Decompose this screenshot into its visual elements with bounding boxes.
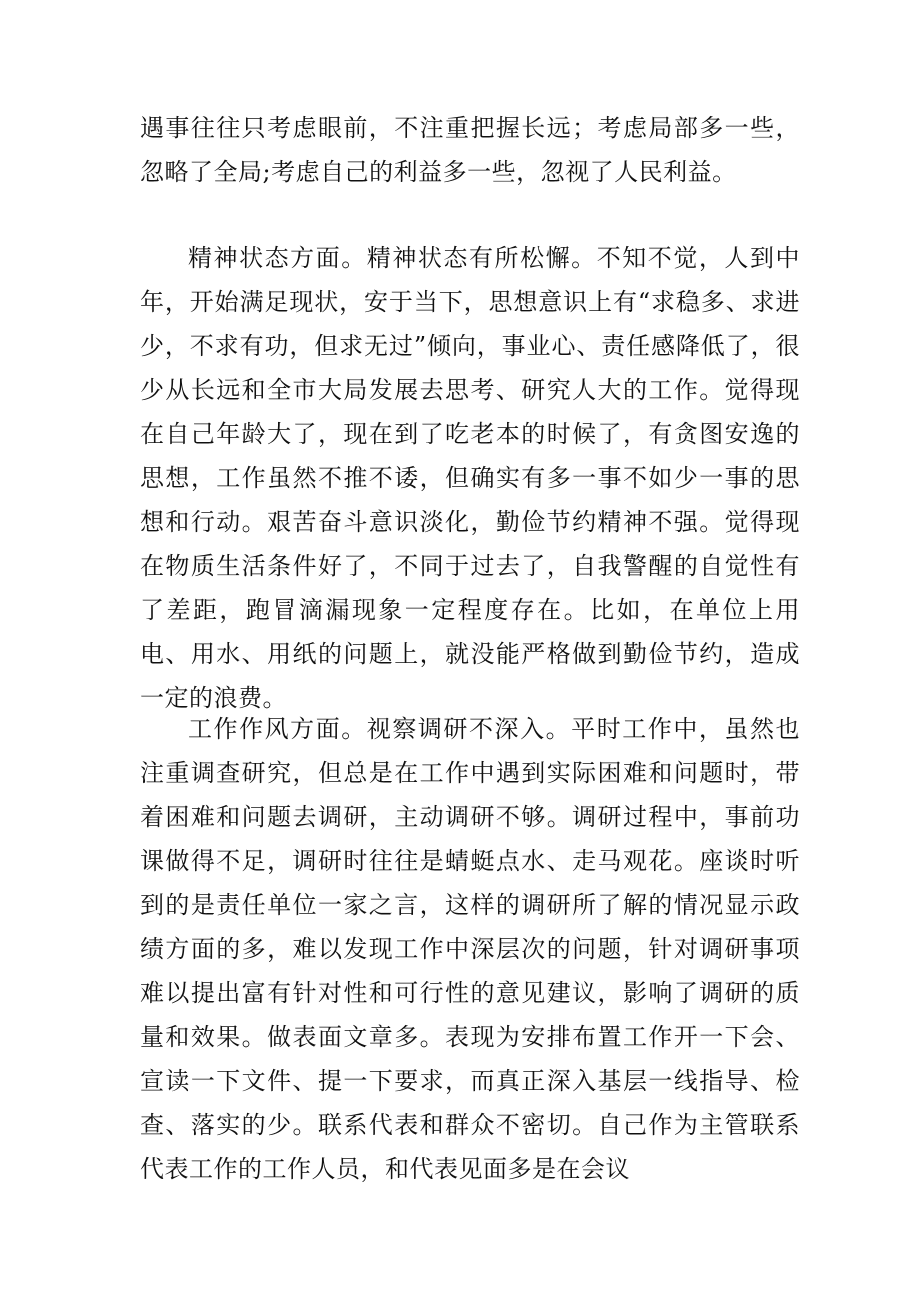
paragraph-text: 工作作风方面。视察调研不深入。平时工作中，虽然也注重调查研究，但总是在工作中遇到实际困难和问题时，带着困难和问题去调研，主动调研不够。调研过程中，事前功课做得不足，调研时往往是蜻蜓点水、走马观花。座谈时听到的是责任单位一家之言，这样的调研所了解的情况显示政绩方面的多，难以发现工作中深层次的问题，针对调研事项难以提出富有针对性和可行性的意见建议，影响了调研的质量和效果。做表面文章多。表现为安排布置工作开一下会、宣读一下文件、提一下要求，而真正深入基层一线指导、检查、落实的少。联系代表和群众不密切。自己作为主管联系代表工作的工作人员，和代表见面多是在会议 (140, 715, 800, 1183)
paragraph-continuation (140, 106, 800, 194)
paragraph-text: 精神状态方面。精神状态有所松懈。不知不觉，人到中年，开始满足现状，安于当下，思想意识上有“求稳多、求进少，不求有功，但求无过”倾向，事业心、责任感降低了，很少从长远和全市大局发展去思考、研究人大的工作。觉得现在自己年龄大了，现在到了吃老本的时候了，有贪图安逸的思想，工作虽然不推不诿，但确实有多一事不如少一事的思想和行动。艰苦奋斗意识淡化，勤俭节约精神不强。觉得现在物质生活条件好了，不同于过去了，自我警醒的自觉性有了差距，跑冒滴漏现象一定程度存在。比如，在单位上用电、用水、用纸的问题上，就没能严格做到勤俭节约，造成一定的浪费。 (140, 244, 800, 712)
paragraph-spirit-state (140, 236, 800, 720)
paragraph-work-style (140, 707, 800, 1191)
paragraph-text: 遇事往往只考虑眼前，不注重把握长远；考虑局部多一些，忽略了全局;考虑自己的利益多一些，忽视了人民利益。 (140, 114, 800, 186)
